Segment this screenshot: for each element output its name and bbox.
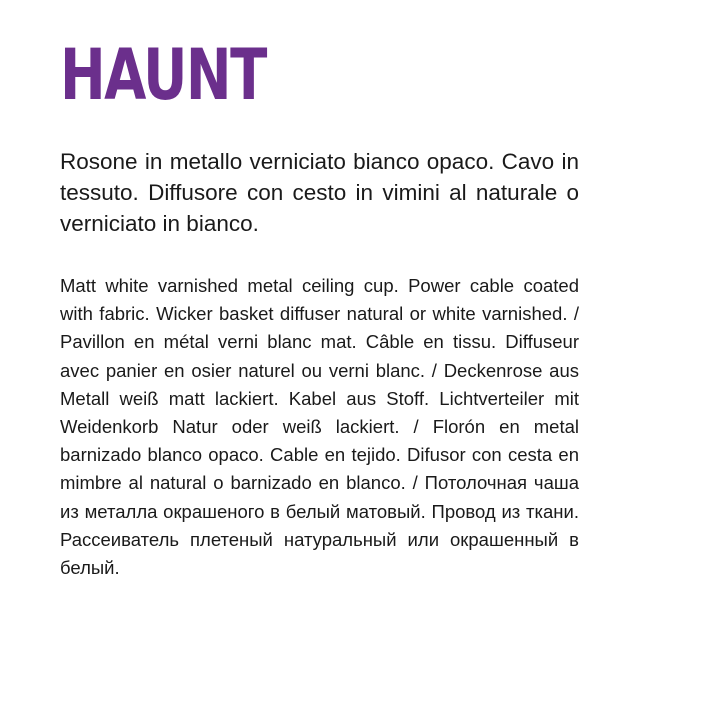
italian-description: Rosone in metallo verniciato bianco opaco. Cavo in tessuto. Diffusore con cesto in vimini al naturale o verniciato in bianco. <box>60 149 579 236</box>
product-title: HAUNT <box>60 34 266 116</box>
multilingual-description: Matt white varnished metal ceiling cup. Power cable coated with fabric. Wicker basket diffuser natural or white varnished. / Pavillon en métal verni blanc mat. Câble en tissu. Diffuseur avec panier en osier naturel ou verni blanc. / Deckenrose aus Metall weiß matt lackiert. Kabel aus Stoff. Lichtverteiler mit Weidenkorb Natur oder weiß lackiert. / Florón en metal barnizado blanco opaco. Cable en tejido. Difusor con cesta en mimbre al natural o barnizado en blanco. / Потолочная чаша из металла окрашеного в белый матовый. Провод из ткани. Рассеиватель плетеный натуральный или окрашенный в белый. <box>60 275 579 579</box>
